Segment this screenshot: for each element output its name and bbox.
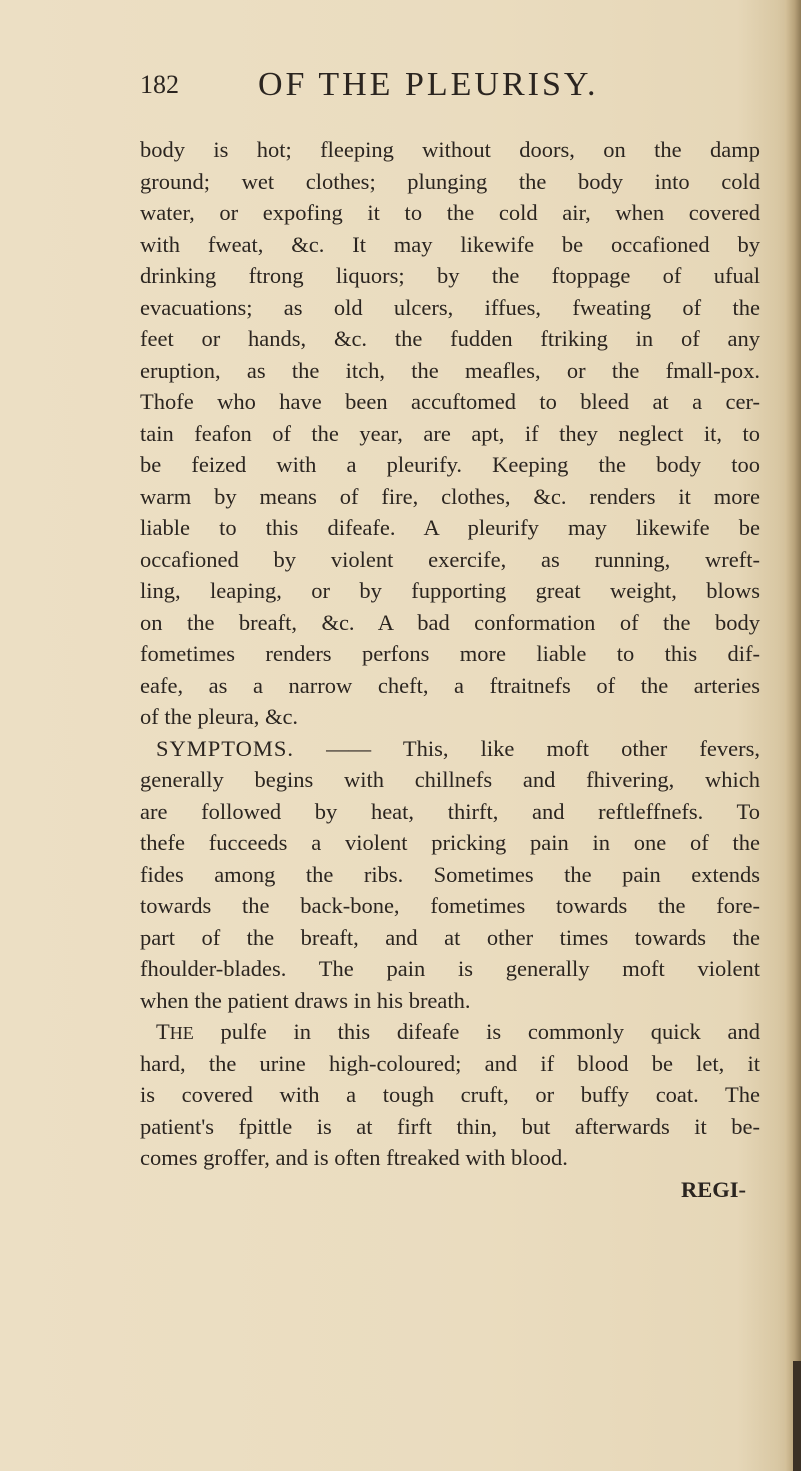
text-line: fides among the ribs. Sometimes the pain extends (140, 861, 760, 887)
text-line: feet or hands, &c. the fudden ftriking in of any (140, 326, 760, 351)
symptoms-line-rest: This, like moft other fevers, (402, 735, 761, 761)
text-line: generally begins with chillnefs and fhivering, which (140, 767, 760, 792)
page-edge (785, 0, 801, 1471)
text-line: part of the breaft, and at other times towards the (140, 924, 760, 950)
pulse-line-rest: pulfe in this difeafe is commonly quick and (220, 1019, 760, 1044)
text-line: body is hot; fleeping without doors, on the damp (140, 137, 760, 162)
symptoms-first-line (140, 733, 760, 765)
text-line: ling, leaping, or by fupporting great weight, blows (140, 578, 760, 603)
text-line: eruption, as the itch, the meafles, or the fmall-pox. (140, 357, 760, 383)
text-line: patient's fpittle is at firft thin, but afterwards it be- (140, 1113, 760, 1139)
em-dash: —— (326, 735, 372, 761)
text-line: liable to this difeafe. A pleurify may likewife be (140, 515, 760, 540)
text-line: hard, the urine high-coloured; and if blood be let, it (140, 1050, 760, 1076)
text-line: Thofe who have been accuftomed to bleed at a cer- (140, 389, 760, 414)
pulse-initial: T (156, 1019, 170, 1044)
text-line: tain feafon of the year, are apt, if they neglect it, to (140, 420, 760, 446)
text-line: when the patient draws in his breath. (140, 987, 471, 1013)
text-line: fhoulder-blades. The pain is generally moft violent (140, 956, 760, 981)
text-line: drinking ftrong liquors; by the ftoppage of ufual (140, 263, 760, 288)
text-line: warm by means of fire, clothes, &c. renders it more (140, 483, 760, 509)
text-line: water, or expofing it to the cold air, when covered (140, 200, 760, 225)
text-line: thefe fucceeds a violent pricking pain in one of the (140, 830, 760, 855)
text-line: on the breaft, &c. A bad conformation of the body (140, 609, 760, 635)
text-line: ground; wet clothes; plunging the body into cold (140, 168, 760, 194)
catchword: REGI- (680, 1176, 746, 1202)
text-line: with fweat, &c. It may likewife be occafioned by (140, 231, 760, 257)
symptoms-heading: SYMPTOMS. (156, 735, 295, 761)
pulse-small-caps: HE (169, 1023, 194, 1043)
text-line: evacuations; as old ulcers, iffues, fweating of the (140, 294, 760, 320)
text-line: towards the back-bone, fometimes towards the fore- (140, 893, 760, 918)
text-line: comes groffer, and is often ftreaked with blood. (140, 1145, 568, 1170)
body-text (140, 134, 760, 1205)
text-line: fometimes renders perfons more liable to this dif- (140, 641, 760, 666)
page-edge-shadow (793, 1361, 801, 1471)
text-line: is covered with a tough cruft, or buffy coat. The (140, 1082, 760, 1107)
pulse-first-line (140, 1016, 760, 1048)
page-number: 182 (140, 70, 179, 99)
page-header (140, 66, 700, 106)
text-line: of the pleura, &c. (140, 704, 299, 729)
text-line: eafe, as a narrow cheft, a ftraitnefs of the arteries (140, 672, 760, 698)
text-line: occafioned by violent exercife, as running, wreft- (140, 546, 760, 572)
running-head: OF THE PLEURISY. (258, 66, 599, 103)
text-line: are followed by heat, thirft, and reftleffnefs. To (140, 798, 760, 824)
text-line: be feized with a pleurify. Keeping the body too (140, 452, 760, 477)
